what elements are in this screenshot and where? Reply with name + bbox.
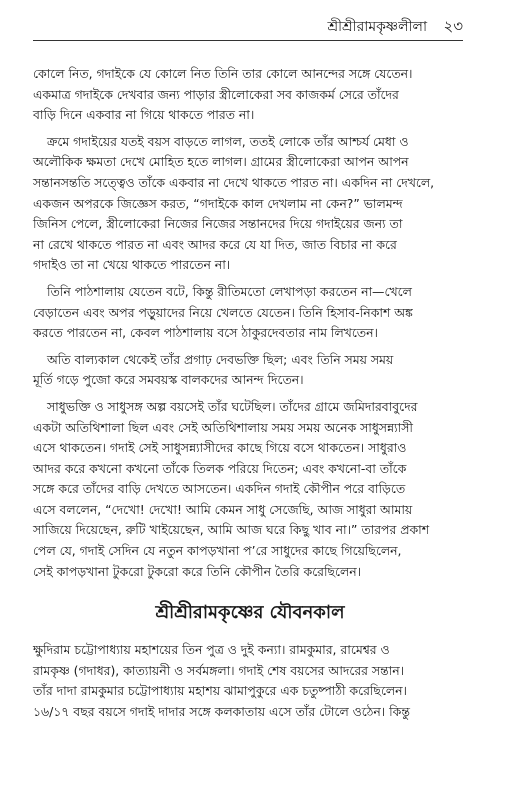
paragraph-1: কোলে নিত, গদাইকে যে কোলে নিত তিনি তার কোলে আনন্দের সঙ্গে যেতেন। একমাত্র গদাইকে দেখবার জন্য পাড়ার স্ত্রীলোকেরা সব কাজকর্ম সেরে তাঁদের বাড়ি দিনে একবার না গিয়ে থাকতে পারত না। bbox=[33, 66, 413, 123]
header-divider bbox=[33, 40, 463, 41]
page-body bbox=[33, 64, 467, 723]
running-head bbox=[33, 14, 463, 38]
section-heading: শ্রীশ্রীরামকৃষ্ণের যৌবনকাল bbox=[155, 602, 345, 624]
paragraph-3: তিনি পাঠশালায় যেতেন বটে, কিন্তু রীতিমতো লেখাপড়া করতেন না—খেলে বেড়াতেন এবং অপর পড়ুয়াদের নিয়ে খেলতে যেতেন। তিনি হিসাব-নিকাশ অঙ্ক করতে পারতেন না, কেবল পাঠশালায় বসে ঠাকুরদেবতার নাম লিখতেন। bbox=[33, 283, 413, 341]
page-number: ২৩ bbox=[443, 17, 463, 35]
running-head-title: শ্রীশ্রীরামকৃষ্ণলীলা bbox=[327, 19, 428, 35]
paragraph-5: সাধুভক্তি ও সাধুসঙ্গ অল্প বয়সেই তাঁর ঘটেছিল। তাঁদের গ্রামে জমিদারবাবুদের একটা অতিথিশালা ছিল এবং সেই অতিথিশালায় সময় সময় অনেক সাধুসন্ন্যাসী এসে থাকতেন। গদাই সেই সাধুসন্ন্যাসীদের কাছে গিয়ে বসে থাকতেন। সাধুরাও আদর করে কখনো কখনো তাঁকে তিলক পরিয়ে দিতেন; এবং কখনো-বা তাঁকে সঙ্গে করে তাঁদের বাড়ি দেখতে আসতেন। একদিন গদাই কৌপীন পরে বাড়িতে এসে বললেন, “দেখো! দেখো! আমি কেমন সাধু সেজেছি, আজ সাধুরা আমায় সাজিয়ে দিয়েছেন, রুটি খাইয়েছেন, আমি আজ ঘরে কিছু খাব না।” তারপর প্রকাশ পেল যে, গদাই সেদিন যে নতুন কাপড়খানা প’রে সাধুদের কাছে গিয়েছিলেন, সেই কাপড়খানা টুকরো টুকরো করে তিনি কৌপীন তৈরি করেছিলেন। bbox=[33, 398, 430, 579]
paragraph-4: অতি বাল্যকাল থেকেই তাঁর প্রগাঢ় দেবভক্তি ছিল; এবং তিনি সময় সময় মূর্তি গড়ে পুজো করে সমবয়স্ক বালকদের আনন্দ দিতেন। bbox=[33, 351, 394, 388]
paragraph-2: ক্রমে গদাইয়ের যতই বয়স বাড়তে লাগল, ততই লোকে তাঁর আশ্চর্য মেধা ও অলৌকিক ক্ষমতা দেখে মোহিত হতে লাগল। গ্রামের স্ত্রীলোকেরা আপন আপন সন্তানসন্ততি সত্ত্বেও তাঁকে একবার না দেখে থাকতে পারত না। একদিন না দেখলে, একজন অপরকে জিজ্ঞেস করত, “গদাইকে কাল দেখলাম না কেন?” ভালমন্দ জিনিস পেলে, স্ত্রীলোকেরা নিজের নিজের সন্তানদের দিয়ে গদাইয়ের জন্য তা না রেখে থাকতে পারত না এবং আদর করে যে যা দিত, জাত বিচার না করে গদাইও তা না খেয়ে থাকতে পারতেন না। bbox=[33, 133, 435, 273]
section-paragraph: ক্ষুদিরাম চট্টোপাধ্যায় মহাশয়ের তিন পুত্র ও দুই কন্যা। রামকুমার, রামেশ্বর ও রামকৃষ্ণ (গদাধর), কাত্যায়নী ও সর্বমঙ্গলা। গদাই শেষ বয়সের আদরের সন্তান। তাঁর দাদা রামকুমার চট্টোপাধ্যায় মহাশয় ঝামাপুকুরে এক চতুষ্পাঠী করেছিলেন। ১৬/১৭ বছর বয়সে গদাই দাদার সঙ্গে কলকাতায় এসে তাঁর টোলে ওঠেন। কিন্তু bbox=[33, 642, 410, 720]
